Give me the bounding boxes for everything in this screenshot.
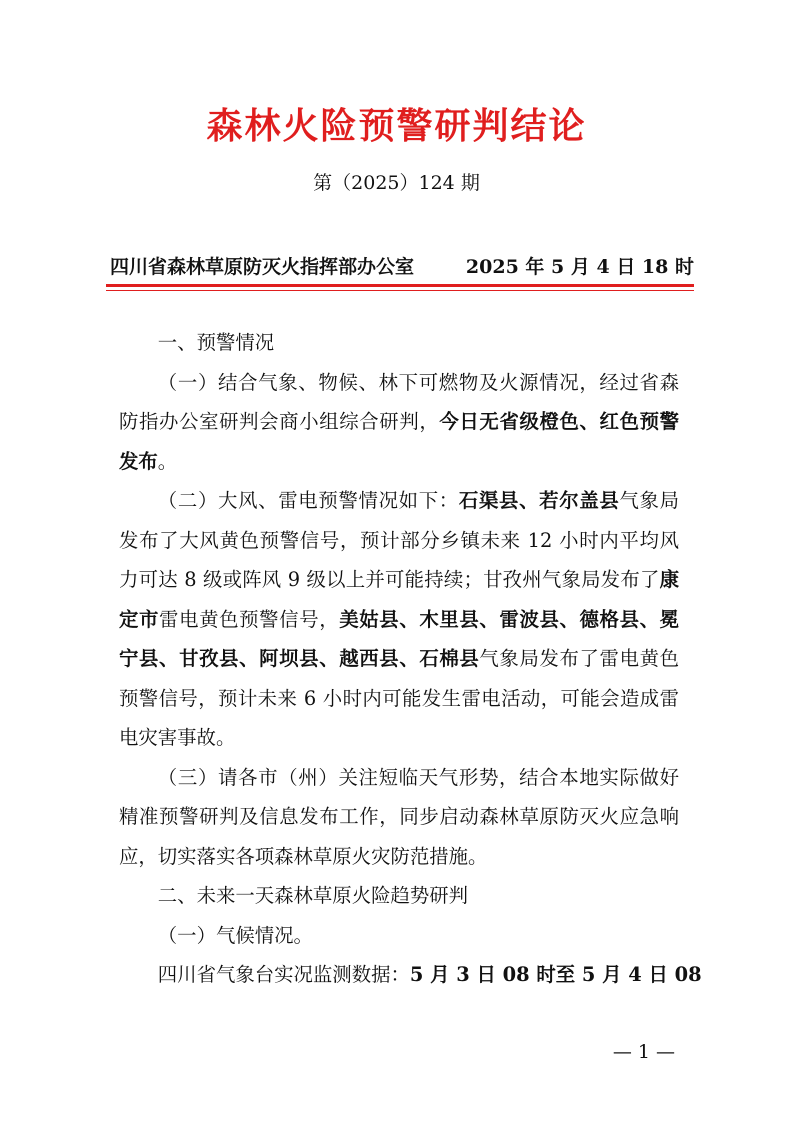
document-body [119, 323, 702, 995]
header-rule-thick [106, 284, 694, 287]
paragraph-2-text-3: 雷电黄色预警信号， [159, 607, 340, 631]
paragraph-4-text: 四川省气象台实况监测数据： [157, 963, 410, 986]
document-header [110, 252, 694, 279]
paragraph-2-text-1: （二）大风、雷电预警情况如下： [157, 489, 459, 512]
page-number: — 1 — [612, 1041, 675, 1063]
paragraph-1 [119, 363, 679, 482]
section-2-heading: 二、未来一天森林草原火险趋势研判 [157, 884, 469, 907]
paragraph-2-text-2: 气象局发布了大风黄色预警信号，预计部分乡镇未来 12 小时内平均风力可达 8 级或阵风 9 级以上并可能持续；甘孜州气象局发布了 [119, 489, 680, 591]
header-rule-thin [106, 290, 694, 291]
paragraph-4-bold: 5 月 3 日 08 时至 5 月 4 日 08 [409, 963, 702, 986]
document-title: 森林火险预警研判结论 [206, 105, 587, 147]
issue-date: 2025 年 5 月 4 日 18 时 [465, 256, 694, 278]
paragraph-1-text: （一）结合气象、物候、林下可燃物及火源情况，经过省森防指办公室研判会商小组综合研判， [119, 370, 679, 433]
paragraph-3: （三）请各市（州）关注短临天气形势，结合本地实际做好精准预警研判及信息发布工作，同步启动森林草原防灭火应急响应，切实落实各项森林草原火灾防范措施。 [119, 765, 679, 868]
paragraph-2 [119, 481, 679, 758]
paragraph-2-bold-1: 石渠县、若尔盖县 [458, 489, 620, 512]
issuing-office: 四川省森林草原防灭火指挥部办公室 [110, 256, 415, 278]
paragraph-4 [119, 955, 702, 995]
paragraph-2-bold-2: 康定市 [119, 568, 679, 631]
section-1-heading: 一、预警情况 [157, 331, 275, 354]
paragraph-2-text-4: 气象局发布了雷电黄色预警信号，预计未来 6 小时内可能发生雷电活动，可能会造成雷电灾害事故。 [119, 647, 679, 749]
section-2-subheading: （一）气候情况。 [157, 923, 313, 947]
paragraph-1-end: 。 [157, 449, 178, 473]
paragraph-2-bold-3: 美姑县、木里县、雷波县、德格县、冕宁县、甘孜县、阿坝县、越西县、石棉县 [119, 607, 680, 670]
paragraph-1-bold: 今日无省级橙色、红色预警发布 [119, 410, 680, 473]
issue-number: 第（2025）124 期 [313, 172, 480, 194]
